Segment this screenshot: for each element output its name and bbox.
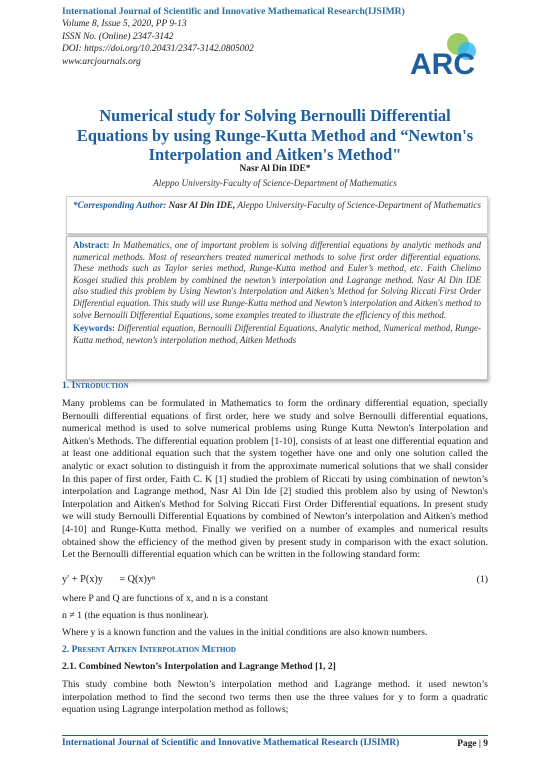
where-line-2: n ≠ 1 (the equation is thus nonlinear). [62,610,209,621]
subsection-heading: 2.1. Combined Newton’s Interpolation and Lagrange Method [1, 2] [62,661,336,672]
corresponding-name: Nasr Al Din IDE, [168,200,236,210]
corresponding-author-box [66,196,488,234]
corresponding-label: *Corresponding Author: [73,200,167,210]
abstract-box [66,236,488,380]
section-number: 1. [62,380,70,391]
page-footer [62,735,488,748]
abstract-text: In Mathematics, one of important problem is solving differential equations by analytic methods and numerical methods. Most of researchers treated numerical methods to solve first order differential equations. These methods such as Taylor series method, Runge-Kutta method and Euler’s method, etc. Faith Chelimo Kosgei studied this problem by combined the newton’s interpolation and Lagrange method. Nasr Al Din IDE also studied this problem by Using Newton's Interpolation and Aitken's Method for Solving Riccati First Order Differential equation. This study will use Runge-Kutta method and Newton’s interpolation and Aitken's method to solve Bernoulli Differential Equations, some examples treated to illustrate the efficiency of this method. [73,240,482,320]
where-line-3: Where y is a known function and the values in the initial conditions are also known numbers. [62,627,428,638]
section-number: 2. [62,644,70,655]
equation-number: (1) [476,574,488,585]
author-name: Nasr Al Din IDE* [239,164,311,174]
page-number: Page | 9 [457,739,488,749]
section-heading-aitken [62,644,236,655]
arc-logo [404,30,484,78]
keywords-label: Keywords: [73,323,115,334]
section-title: Present Aitken Interpolation Method [71,644,236,655]
subsection-paragraph [62,679,488,717]
keywords-text: Differential equation, Bernoulli Differential Equations, Analytic method, Numerical method, Runge-Kutta method, newton’s interpolation method, Aitken Methods [73,323,481,345]
section-title: Introduction [71,380,129,391]
introduction-paragraph [62,398,488,562]
abstract-label: Abstract: [73,240,110,250]
intro-text: Many problems can be formulated in Mathematics to form the ordinary differential equation, specially Bernoulli differential equations of first order, here we study and solve Bernoulli differential equations, numerical method is used to solve numerical problems using Runge Kutta Newton's Interpolation and Aitken's Methods. The differential equation problem [1-10], consists of at least one differential equation and at least one additional equation such that the system together have one and only one solution called the analytic or exact solution to distinguish it from the approximate numerical solutions that we shall consider In this paper of first order, Faith C. K [1] studied the problem of Riccati by using combination of newton’s interpolation and Lagrange method, Nasr Al Din Ide [2] studied this problem also by using of Newton's Interpolation and Aitken's Method for Solving Riccati First Order Differential equations. In present study we will study Bernoulli Differential Equations by combined of Newton’s interpolation and Aitken's method [4-10] and Runge-Kutta method. Finally we verified on a number of examples and numerical results obtained show the efficiency of the method given by present study in comparison with the exact solution. Let the Bernoulli differential equation which can be written in the following standard form: [62,398,488,561]
footer-journal: International Journal of Scientific and Innovative Mathematical Research (IJSIMR) [62,738,400,748]
doi-link[interactable]: DOI: https://doi.org/10.20431/2347-3142.0805002 [62,44,254,55]
issn-info: ISSN No. (Online) 2347-3142 [62,31,174,42]
equation-rhs: = Q(x)yⁿ [119,574,156,585]
volume-info: Volume 8, Issue 5, 2020, PP 9-13 [62,19,187,29]
subsection-text: This study combine both Newton’s interpolation method and Lagrange method. it used newton’s interpolation method to find the second two terms then use the three values for y to form a quadratic equation using Lagrange interpolation method as follows; [62,679,488,716]
logo-text: ARC [410,48,475,78]
journal-name: International Journal of Scientific and Innovative Mathematical Research(IJSIMR) [62,6,405,17]
corresponding-text: Aleppo University-Faculty of Science-Department of Mathematics [237,200,481,210]
site-link[interactable]: www.arcjournals.org [62,56,141,67]
section-heading-introduction [62,380,129,391]
paper-title: Numerical study for Solving Bernoulli Differential Equations by using Runge-Kutta Method and “Newton's Interpolation and Aitken's Method" [76,106,474,164]
equation-1 [62,574,488,585]
where-line-1: where P and Q are functions of x, and n is a constant [62,593,269,604]
author-affiliation: Aleppo University-Faculty of Science-Department of Mathematics [153,178,397,188]
equation-lhs: y′ + P(x)y [62,574,103,585]
